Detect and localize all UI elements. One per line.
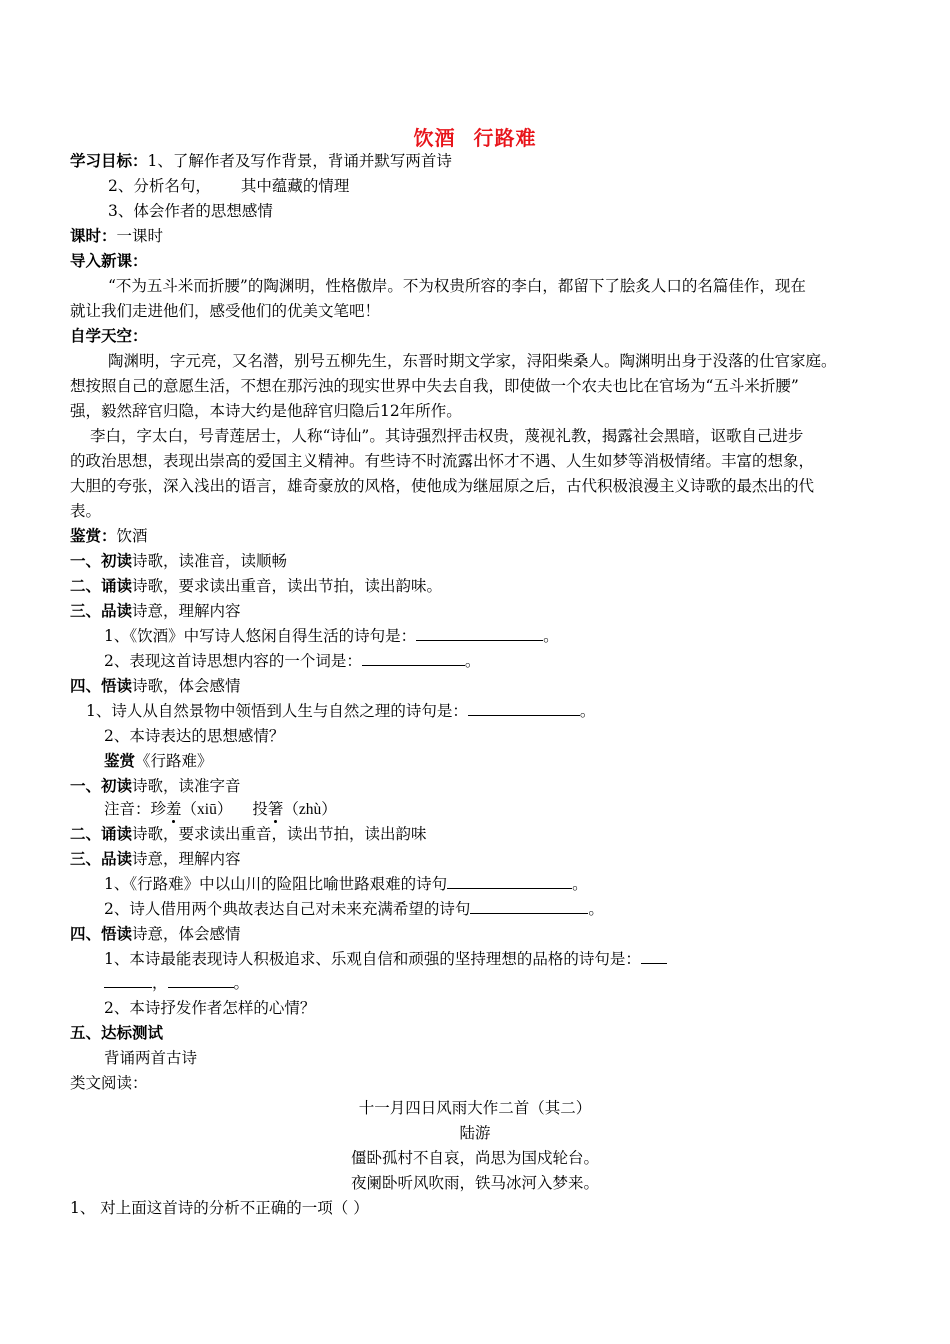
a2-step-3-q2-text: 2、诗人借用两个典故表达自己对未来充满希望的诗句 (104, 900, 471, 918)
objectives-item-2a: 2、分析名句， (108, 177, 211, 195)
period: 。 (233, 974, 250, 992)
class-time (70, 225, 163, 247)
a2-step-3-q2 (104, 898, 604, 920)
reading-author: 陆游 (459, 1124, 491, 1142)
a2-step-4-q1-cont (104, 972, 249, 994)
a1-step-3-q2 (104, 650, 480, 672)
title-part-1: 饮酒 (413, 126, 456, 150)
a1-step-3-q1 (104, 625, 559, 647)
a2-step-1-rest: 诗歌，读准字音 (132, 777, 241, 795)
a1-step-3 (70, 600, 241, 622)
objectives-label: 学习目标： (70, 151, 148, 170)
class-time-label: 课时： (70, 226, 117, 245)
appreciate-1-heading (70, 525, 148, 547)
reading-poem-line-2: 夜阑卧听风吹雨，铁马冰河入梦来。 (350, 1174, 599, 1192)
test-item: 背诵两首古诗 (104, 1049, 198, 1067)
appreciate-1-label: 鉴赏： (70, 526, 117, 545)
tao-line-2: 想按照自己的意愿生活，不想在那污浊的现实世界中失去自我，即使做一个农夫也比在官场为“五斗米折腰” (70, 377, 799, 395)
intro-label: 导入新课： (70, 251, 148, 270)
a2-step-3-key: 品读 (101, 849, 133, 868)
a1-step-4-q1-text: 1、诗人从自然景物中领悟到人生与自然之理的诗句是： (86, 702, 468, 720)
appreciate-2-heading (104, 750, 213, 772)
reading-poem-line-1: 僵卧孤村不自哀，尚思为国戍轮台。 (350, 1149, 599, 1167)
objectives-line-2 (108, 175, 349, 197)
a2-step-2-rest: 诗歌，要求读出重音，读出节拍，读出韵味 (132, 825, 427, 843)
reading-label: 类文阅读： (70, 1074, 148, 1092)
a2-step-4-q2: 2、本诗抒发作者怎样的心情？ (104, 999, 316, 1017)
pinyin-label: 注音：珍 (104, 800, 167, 818)
a2-step-3-num: 三、 (70, 849, 102, 868)
a1-step-1-num: 一、 (70, 551, 102, 570)
period: 。 (588, 900, 604, 918)
title-part-2: 行路难 (473, 126, 537, 150)
answer-blank[interactable] (447, 873, 572, 889)
a1-step-2-num: 二、 (70, 576, 102, 595)
a2-step-3-rest: 诗意，理解内容 (132, 850, 241, 868)
pinyin-1: （xiū） (181, 801, 233, 818)
answer-blank[interactable] (168, 972, 234, 988)
a2-step-2 (70, 823, 427, 845)
a2-step-4-q1-text: 1、本诗最能表现诗人积极追求、乐观自信和顽强的坚持理想的品格的诗句是： (104, 950, 641, 968)
a2-step-3 (70, 848, 241, 870)
appreciate-2-poem: 《行路难》 (135, 752, 213, 770)
a2-step-2-num: 二、 (70, 824, 102, 843)
answer-blank[interactable] (362, 650, 465, 666)
comma: ， (152, 974, 168, 992)
period: 。 (464, 652, 481, 670)
pinyin-word-2: 投 (252, 800, 268, 818)
a2-step-4 (70, 923, 241, 945)
li-line-2: 的政治思想，表现出崇高的爱国主义精神。有些诗不时流露出怀才不遇、人生如梦等消极情绪。丰富的想象， (70, 452, 815, 470)
intro-line-2: 就让我们走进他们，感受他们的优美文笔吧！ (70, 302, 381, 320)
answer-blank[interactable] (104, 972, 152, 988)
objectives-item-2b: 其中蕴藏的情理 (240, 177, 350, 195)
a1-step-1-key: 初读 (101, 551, 133, 570)
a1-step-4-q1 (86, 700, 595, 722)
answer-blank[interactable] (641, 948, 667, 964)
a2-step-4-key: 悟读 (101, 924, 133, 943)
a1-step-4-rest: 诗歌，体会感情 (132, 677, 241, 695)
a1-step-4 (70, 675, 241, 697)
a2-step-1 (70, 775, 241, 797)
a1-step-3-q2-text: 2、表现这首诗思想内容的一个词是： (104, 652, 362, 670)
a2-step-1-key: 初读 (101, 776, 133, 795)
a1-step-2 (70, 575, 442, 597)
answer-blank[interactable] (468, 700, 580, 716)
a1-step-2-key: 诵读 (101, 576, 133, 595)
a2-step-4-q1 (104, 948, 667, 970)
a1-step-3-num: 三、 (70, 601, 102, 620)
a1-step-4-key: 悟读 (101, 676, 133, 695)
period: 。 (572, 875, 588, 893)
a1-step-4-num: 四、 (70, 676, 102, 695)
objectives-line-3: 3、体会作者的思想感情 (108, 202, 273, 220)
a1-step-1-rest: 诗歌，读准音，读顺畅 (132, 552, 288, 570)
tao-line-3: 强，毅然辞官归隐，本诗大约是他辞官归隐后12年所作。 (70, 402, 462, 420)
a1-step-3-rest: 诗意，理解内容 (132, 602, 241, 620)
pinyin-char-2: 箸 (267, 800, 284, 818)
a1-step-2-rest: 诗歌，要求读出重音，读出节拍，读出韵味。 (132, 577, 443, 595)
li-line-1: 李白，字太白，号青莲居士，人称“诗仙”。其诗强烈抨击权贵，蔑视礼教，揭露社会黑暗，讴歌自己进步 (90, 427, 804, 445)
a1-step-3-key: 品读 (101, 601, 133, 620)
li-line-4: 表。 (70, 502, 102, 520)
test-label: 五、达标测试 (70, 1023, 164, 1042)
page-title (0, 122, 950, 151)
tao-line-1: 陶渊明，字元亮，又名潜，别号五柳先生，东晋时期文学家，浔阳柴桑人。陶渊明出身于没落的仕官家庭。 (108, 352, 837, 370)
a1-step-3-q1-text: 1、《饮酒》中写诗人悠闲自得生活的诗句是： (104, 627, 417, 645)
intro-line-1: “不为五斗米而折腰”的陶渊明，性格傲岸。不为权贵所容的李白，都留下了脍炙人口的名篇佳作，现在 (108, 277, 806, 295)
pinyin-line (104, 798, 337, 820)
period: 。 (543, 627, 559, 645)
class-time-value: 一课时 (116, 227, 164, 245)
reading-question: 1、 对上面这首诗的分析不正确的一项（ ） (70, 1199, 369, 1217)
a1-step-4-q2: 2、本诗表达的思想感情？ (104, 727, 285, 745)
appreciate-1-poem: 饮酒 (116, 527, 148, 545)
pinyin-char-1: 羞 (166, 800, 182, 818)
reading-poem-title: 十一月四日风雨大作二首（其二） (358, 1099, 592, 1117)
a2-step-4-num: 四、 (70, 924, 102, 943)
a2-step-2-key: 诵读 (101, 824, 133, 843)
self-study-label: 自学天空： (70, 326, 148, 345)
appreciate-2-label: 鉴赏 (104, 751, 136, 770)
period: 。 (579, 702, 596, 720)
a2-step-4-rest: 诗意，体会感情 (132, 925, 241, 943)
a2-step-3-q1 (104, 873, 588, 895)
li-line-3: 大胆的夸张，深入浅出的语言，雄奇豪放的风格，使他成为继屈原之后，古代积极浪漫主义诗歌的最杰出的代 (70, 477, 815, 495)
a1-step-1 (70, 550, 287, 572)
answer-blank[interactable] (416, 625, 543, 641)
objectives-line-1 (70, 150, 452, 172)
pinyin-2: （zhù） (283, 801, 337, 818)
a2-step-3-q1-text: 1、《行路难》中以山川的险阻比喻世路艰难的诗句 (104, 875, 448, 893)
answer-blank[interactable] (470, 898, 588, 914)
a2-step-1-num: 一、 (70, 776, 102, 795)
objectives-item-1: 1、了解作者及写作背景，背诵并默写两首诗 (147, 152, 452, 170)
